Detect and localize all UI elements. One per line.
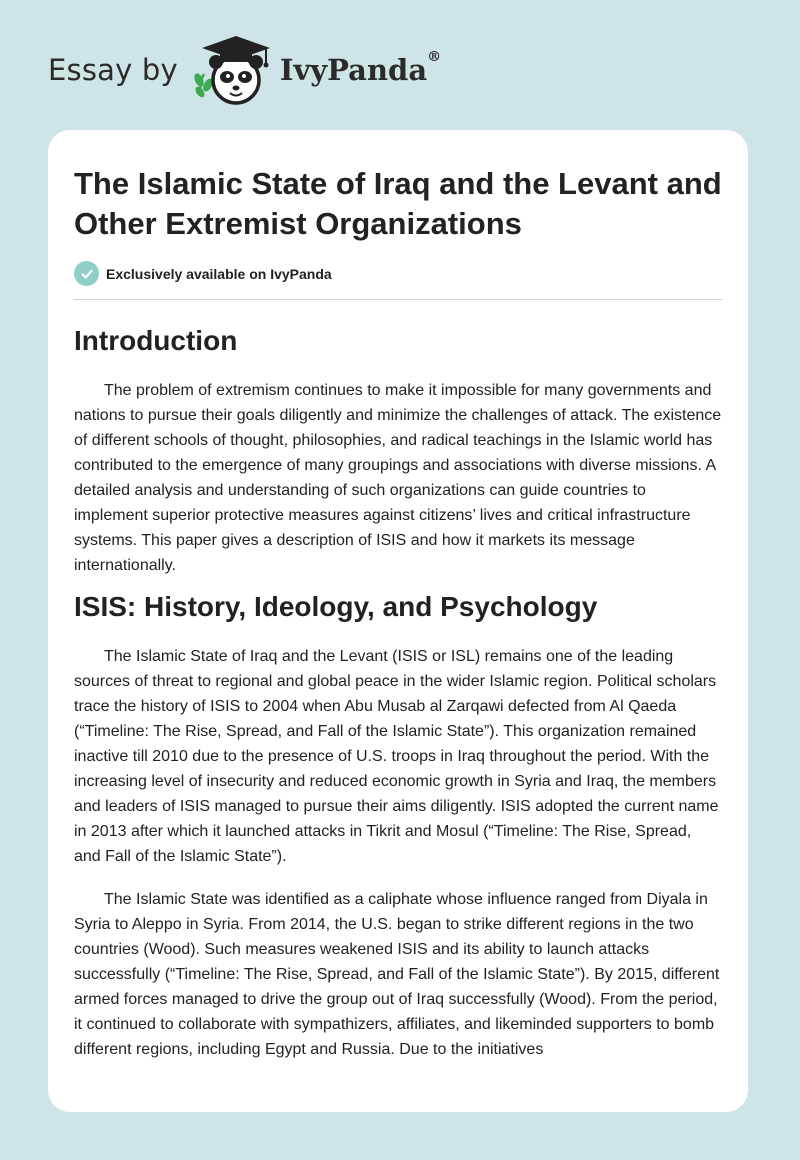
section-heading-introduction: Introduction bbox=[74, 325, 238, 356]
introduction-paragraph: The problem of extremism continues to make it impossible for many governments and nations to pursue their goals diligently and minimize the challenges of attack. The existence of different schools of thought, philosophies, and radical teachings in the Islamic world has contributed to the emergence of many groupings and associations with diverse missions. A detailed analysis and understanding of such organizations can guide countries to implement superior protective measures against citizens’ lives and critical infrastructure systems. This paper gives a description of ISIS and how it markets its message internationally. bbox=[74, 382, 722, 574]
title-divider bbox=[74, 299, 722, 300]
registered-mark: ® bbox=[427, 49, 442, 65]
essay-by-label: Essay by bbox=[48, 53, 178, 87]
section-heading-isis-history: ISIS: History, Ideology, and Psychology bbox=[74, 591, 598, 622]
brand-name[interactable]: IvyPanda® bbox=[279, 49, 442, 87]
essay-title: The Islamic State of Iraq and the Levant and Other Extremist Organizations bbox=[74, 166, 722, 241]
exclusive-badge-label: Exclusively available on IvyPanda bbox=[106, 265, 332, 282]
checkmark-circle-icon bbox=[74, 261, 99, 286]
isis-history-paragraph-2: The Islamic State was identified as a caliphate whose influence ranged from Diyala in Syria to Aleppo in Syria. From 2014, the U.S. began to strike different regions in the two countries (Wood). Such measures weakened ISIS and its ability to launch attacks successfully (“Timeline: The Rise, Spread, and Fall of the Islamic State”). By 2015, different armed forces managed to drive the group out of Iraq successfully (Wood). From the period, it continued to collaborate with sympathizers, affiliates, and likeminded supporters to bomb different regions, including Egypt and Russia. Due to the initiatives bbox=[74, 891, 720, 1058]
panda-graduation-cap-logo-icon[interactable] bbox=[190, 30, 274, 110]
exclusive-badge bbox=[74, 261, 722, 286]
site-header bbox=[48, 30, 508, 110]
essay-card bbox=[48, 130, 748, 1112]
isis-history-paragraph-1: The Islamic State of Iraq and the Levant (ISIS or ISL) remains one of the leading sources of threat to regional and global peace in the wider Islamic region. Political scholars trace the history of ISIS to 2004 when Abu Musab al Zarqawi defected from Al Qaeda (“Timeline: The Rise, Spread, and Fall of the Islamic State”). This organization remained inactive till 2010 due to the presence of U.S. troops in Iraq throughout the period. With the increasing level of insecurity and reduced economic growth in Syria and Iraq, the members and leaders of ISIS managed to pursue their aims diligently. ISIS adopted the current name in 2013 after which it launched attacks in Tikrit and Mosul (“Timeline: The Rise, Spread, and Fall of the Islamic State”). bbox=[74, 648, 719, 865]
